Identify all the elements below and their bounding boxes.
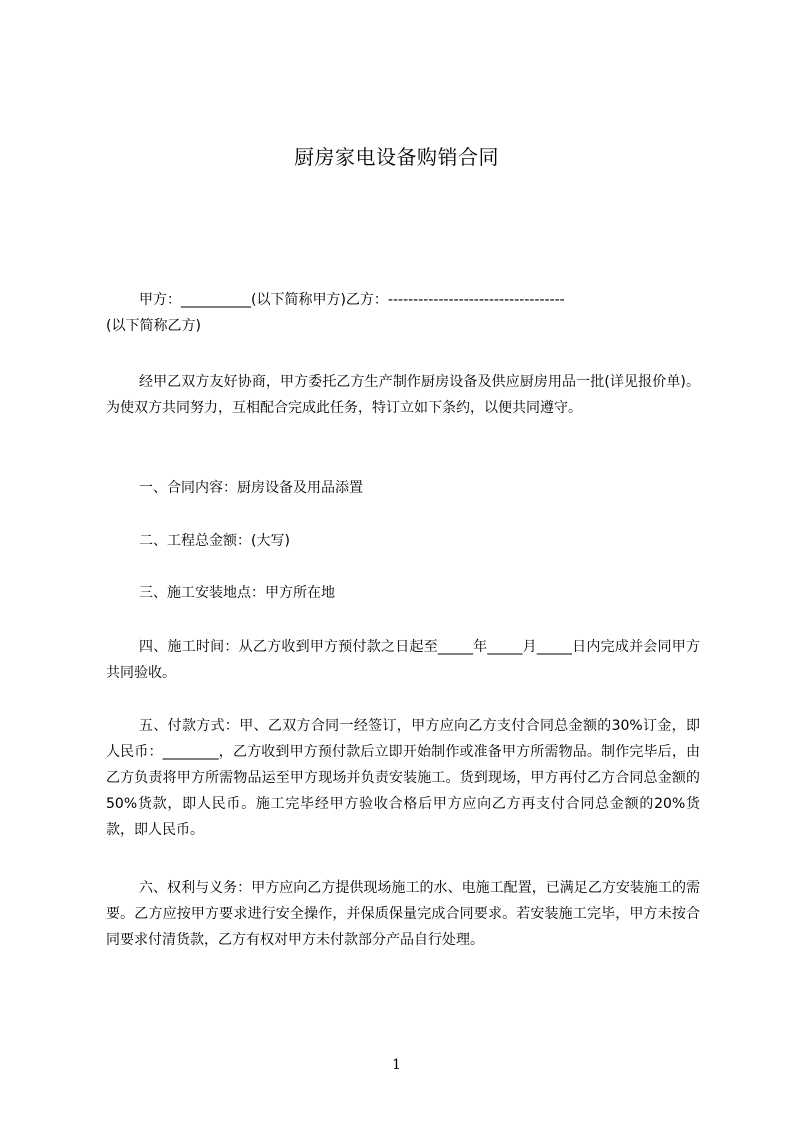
clause-6: 六、权利与义务：甲方应向乙方提供现场施工的水、电施工配置，已满足乙方安装施工的需要。乙方应按甲方要求进行安全操作，并保质保量完成合同要求。若安装施工完毕，甲方未按合同要求付清货款，乙方有权对甲方未付款部分产品自行处理。 [106,880,700,948]
clause-2: 二、工程总金额：(大写) [139,533,290,549]
parties-line-2: (以下简称乙方) [106,318,201,334]
clause-3: 三、施工安装地点：甲方所在地 [139,585,335,601]
clause-1: 一、合同内容：厨房设备及用品添置 [139,480,363,496]
clause-4: 四、施工时间：从乙方收到甲方预付款之日起至_____年_____月_____日内完成并会同甲方共同验收。 [106,639,700,681]
clause-5: 五、付款方式：甲、乙双方合同一经签订，甲方应向乙方支付合同总金额的30%订金，即人民币：________，乙方收到甲方预付款后立即开始制作或准备甲方所需物品。制作完毕后，由乙方负责将甲方所需物品运至甲方现场并负责安装施工。货到现场，甲方再付乙方合同总金额的50%货款，即人民币。施工完毕经甲方验收合格后甲方应向乙方再支付合同总金额的20%货款，即人民币。 [106,718,700,838]
parties-section [106,287,706,339]
intro-paragraph: 经甲乙双方友好协商，甲方委托乙方生产制作厨房设备及供应厨房用品一批(详见报价单)。为使双方共同努力，互相配合完成此任务，特订立如下条约，以便共同遵守。 [106,374,700,416]
parties-line-1: 甲方：__________(以下简称甲方)乙方：----------------------------------- [139,292,565,308]
page-number: 1 [392,1057,401,1073]
document-title: 厨房家电设备购销合同 [294,145,499,169]
